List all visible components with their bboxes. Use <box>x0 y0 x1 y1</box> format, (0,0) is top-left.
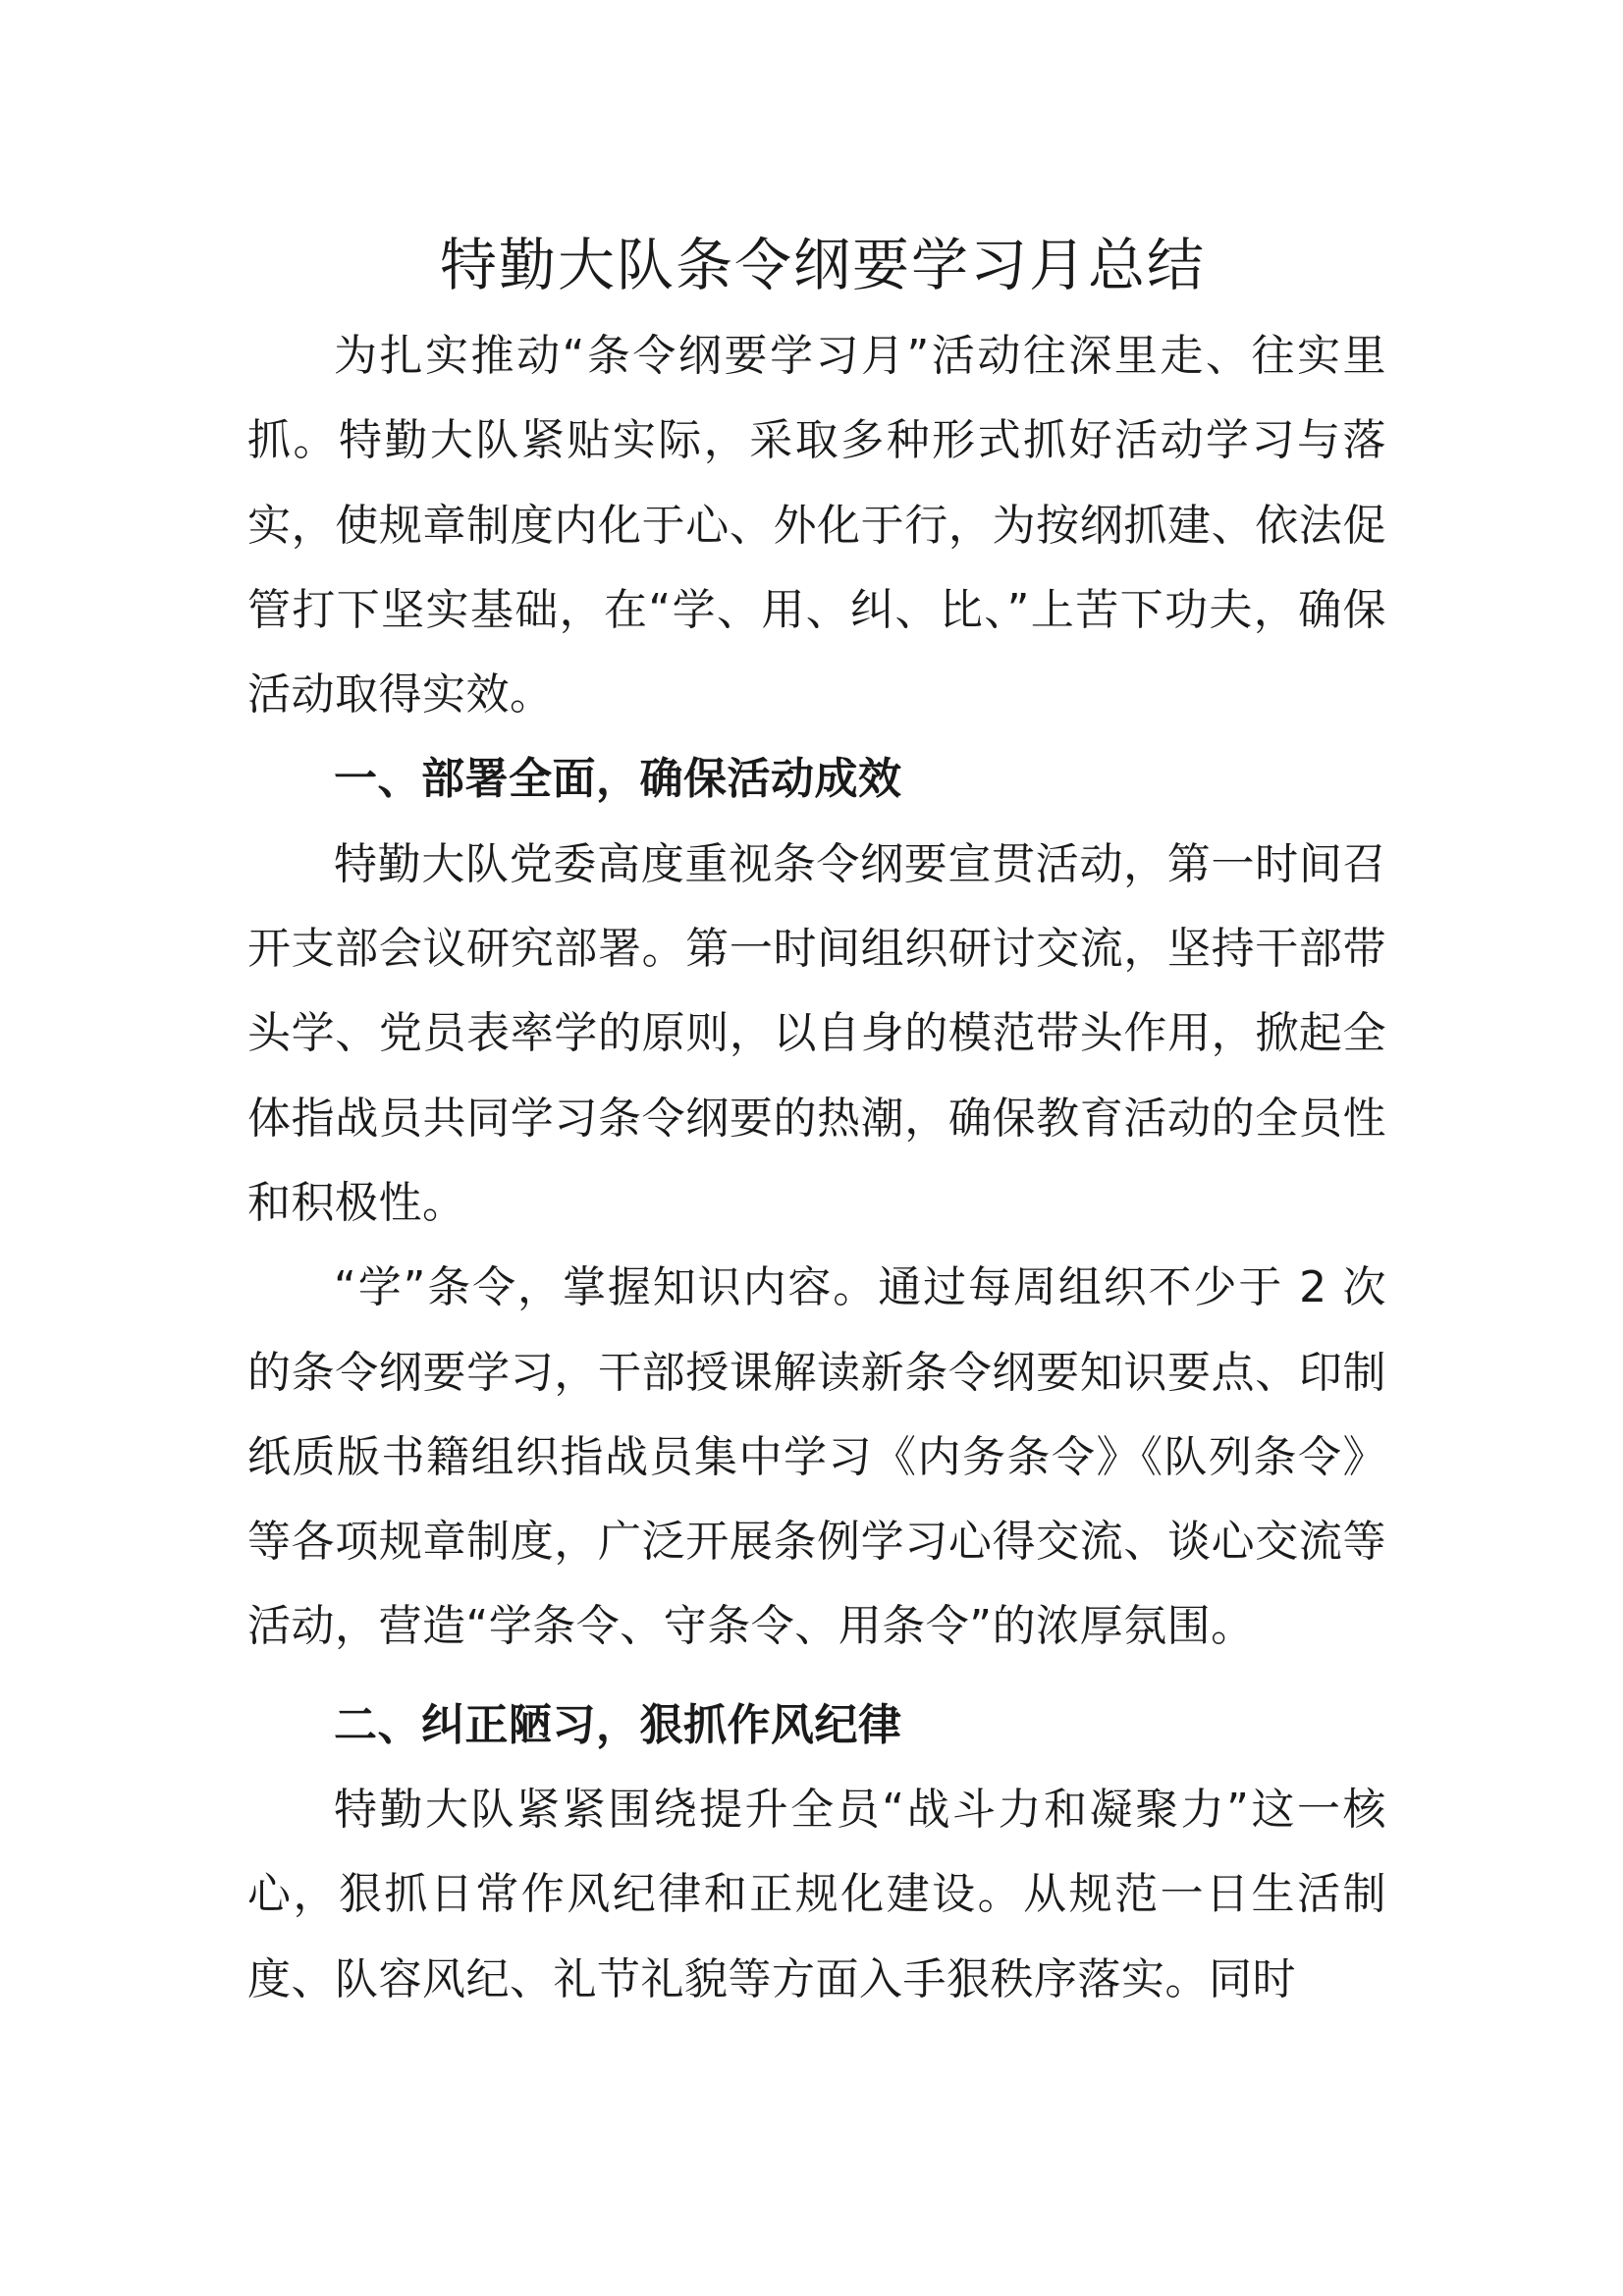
section-2-paragraph-1: 特勤大队紧紧围绕提升全员“战斗力和凝聚力”这一核心，狠抓日常作风纪律和正规化建设。从规范一日生活制度、队容风纪、礼节礼貌等方面入手狠秩序落实。同时 <box>247 1785 1386 2004</box>
document-title: 特勤大队条令纲要学习月总结 <box>439 232 1206 298</box>
section-1-paragraph-1: 特勤大队党委高度重视条令纲要宣贯活动，第一时间召开支部会议研究部署。第一时间组织研讨交流，坚持干部带头学、党员表率学的原则，以自身的模范带头作用，掀起全体指战员共同学习条令纲要的热潮，确保教育活动的全员性和积极性。 <box>247 838 1386 1228</box>
section-heading-2: 二、纠正陋习，狠抓作风纪律 <box>334 1699 902 1750</box>
intro-paragraph: 为扎实推动“条令纲要学习月”活动往深里走、往实里抓。特勤大队紧贴实际，采取多种形式抓好活动学习与落实，使规章制度内化于心、外化于行，为按纲抓建、依法促管打下坚实基础，在“学、用、纠、比、”上苦下功夫，确保活动取得实效。 <box>247 331 1386 721</box>
section-1-paragraph-2: “学”条令，掌握知识内容。通过每周组织不少于 2 次的条令纲要学习，干部授课解读新条令纲要知识要点、印制纸质版书籍组织指战员集中学习《内务条令》《队列条令》等各项规章制度，广泛开展条例学习心得交流、谈心交流等活动，营造“学条令、守条令、用条令”的浓厚氛围。 <box>247 1262 1386 1652</box>
document-body <box>247 216 1386 2022</box>
section-heading-1: 一、部署全面，确保活动成效 <box>334 754 902 805</box>
